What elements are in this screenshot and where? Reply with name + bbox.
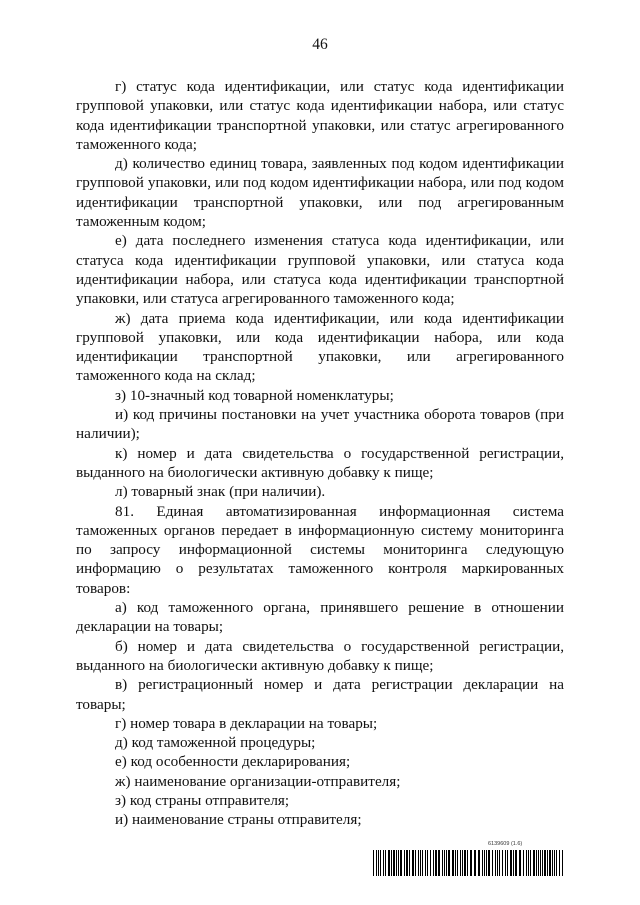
- paragraph: 81. Единая автоматизированная информационная система таможенных органов передает в информационную систему мониторинга по запросу информационной системы мониторинга следующую информацию о результатах таможенного контроля маркированных товаров:: [76, 502, 564, 597]
- document-body: [76, 77, 564, 830]
- paragraph: д) количество единиц товара, заявленных под кодом идентификации групповой упаковки, или под кодом идентификации набора, или под кодом идентификации транспортной упаковки, или под агрегированным таможенным кодом;: [76, 155, 564, 231]
- paragraph: и) наименование страны отправителя;: [115, 811, 362, 829]
- paragraph: е) код особенности декларирования;: [115, 753, 351, 771]
- paragraph: г) статус кода идентификации, или статус кода идентификации групповой упаковки, или статус кода идентификации набора, или статус кода идентификации транспортной упаковки, или статус агрегированного таможенного кода;: [76, 78, 564, 153]
- paragraph: ж) дата приема кода идентификации, или кода идентификации групповой упаковки, или кода идентификации набора, или кода идентификации транспортной упаковки, или агрегированного таможенного кода на склад;: [76, 309, 564, 385]
- paragraph: к) номер и дата свидетельства о государственной регистрации, выданного на биологически активную добавку к пище;: [76, 444, 564, 481]
- paragraph: з) 10-значный код товарной номенклатуры;: [115, 386, 394, 404]
- paragraph: з) код страны отправителя;: [115, 791, 290, 809]
- paragraph: г) номер товара в декларации на товары;: [115, 714, 378, 732]
- paragraph: д) код таможенной процедуры;: [115, 734, 316, 752]
- paragraph: в) регистрационный номер и дата регистрации декларации на товары;: [76, 676, 564, 713]
- barcode-icon: [373, 850, 565, 876]
- document-code: 6139609 (1.6): [488, 841, 523, 847]
- paragraph: а) код таможенного органа, принявшего решение в отношении декларации на товары;: [76, 599, 564, 636]
- paragraph: б) номер и дата свидетельства о государственной регистрации, выданного на биологически активную добавку к пище;: [76, 637, 564, 674]
- paragraph: ж) наименование организации-отправителя;: [115, 772, 401, 790]
- page-number: 46: [312, 36, 328, 53]
- paragraph: и) код причины постановки на учет участника оборота товаров (при наличии);: [76, 406, 564, 443]
- paragraph: е) дата последнего изменения статуса кода идентификации, или статуса кода идентификации групповой упаковки, или статуса кода идентификации набора, или статуса кода идентификации транспортной упаковки, или статуса агрегированного таможенного кода;: [76, 232, 564, 308]
- paragraph: л) товарный знак (при наличии).: [115, 483, 326, 501]
